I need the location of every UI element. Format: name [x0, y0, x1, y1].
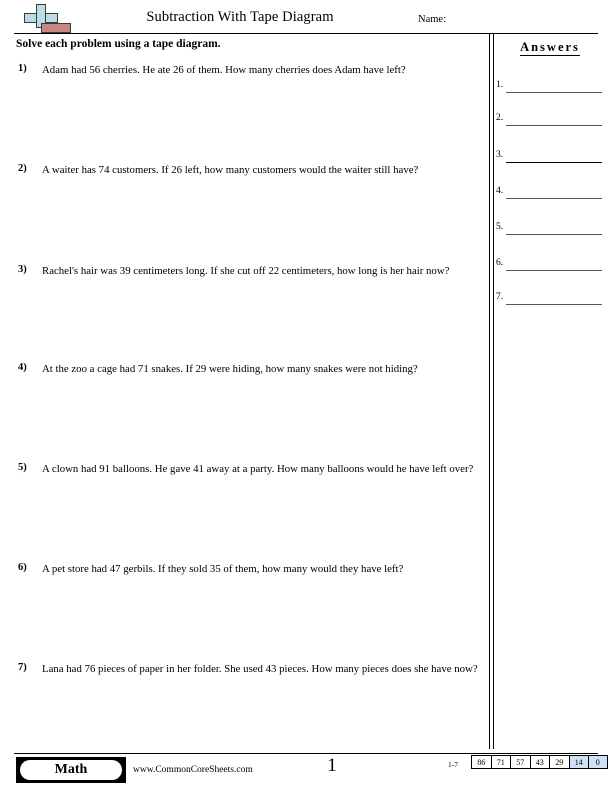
- answer-number: 1.: [496, 80, 504, 90]
- answer-row[interactable]: [494, 80, 606, 96]
- problem-text: At the zoo a cage had 71 snakes. If 29 were hiding, how many snakes were not hiding?: [42, 363, 418, 375]
- problem-text: Rachel's hair was 39 centimeters long. If she cut off 22 centimeters, how long is her hair now?: [42, 265, 450, 277]
- score-box: 0: [588, 755, 608, 769]
- answers-heading: [494, 40, 606, 55]
- answers-heading-text: Answers: [520, 40, 580, 54]
- answer-row[interactable]: [494, 258, 606, 274]
- problem-number: 6): [18, 562, 27, 573]
- answer-number: 4.: [496, 186, 504, 196]
- answer-number: 3.: [496, 150, 504, 160]
- score-box: 71: [491, 755, 511, 769]
- answers-column: [494, 33, 612, 749]
- worksheet-footer: [0, 753, 612, 792]
- page-title: Subtraction With Tape Diagram: [146, 9, 334, 25]
- answer-number: 5.: [496, 222, 504, 232]
- answer-row[interactable]: [494, 222, 606, 238]
- score-box: 57: [510, 755, 530, 769]
- answer-number: 7.: [496, 292, 504, 302]
- subject-badge: [16, 757, 126, 783]
- score-box: 29: [549, 755, 569, 769]
- score-box: 43: [530, 755, 550, 769]
- problem-text: Lana had 76 pieces of paper in her folder. She used 43 pieces. How many pieces does she have now?: [42, 663, 478, 675]
- score-box: 14: [569, 755, 589, 769]
- problem-text: A pet store had 47 gerbils. If they sold 35 of them, how many would they have left?: [42, 563, 404, 575]
- answer-blank-line[interactable]: [506, 198, 602, 199]
- site-url: www.CommonCoreSheets.com: [133, 765, 253, 775]
- answer-blank-line[interactable]: [506, 270, 602, 271]
- subject-badge-label: Math: [20, 760, 122, 780]
- answer-row[interactable]: [494, 186, 606, 202]
- divider-line-left: [489, 33, 490, 749]
- instruction-text: Solve each problem using a tape diagram.: [16, 38, 221, 50]
- name-label: Name:: [418, 14, 446, 25]
- problem-text: A clown had 91 balloons. He gave 41 away at a party. How many balloons would he have left over?: [42, 463, 474, 475]
- answer-row[interactable]: [494, 113, 606, 129]
- answer-blank-line[interactable]: [506, 162, 602, 163]
- problem-number: 5): [18, 462, 27, 473]
- page-number: 1: [327, 755, 337, 776]
- answer-number: 2.: [496, 113, 504, 123]
- problem-number: 2): [18, 163, 27, 174]
- problem-text: Adam had 56 cherries. He ate 26 of them. How many cherries does Adam have left?: [42, 64, 406, 76]
- problem-number: 7): [18, 662, 27, 673]
- score-box: 86: [471, 755, 491, 769]
- problem-text: A waiter has 74 customers. If 26 left, how many customers would the waiter still have?: [42, 164, 419, 176]
- problem-number: 1): [18, 63, 27, 74]
- answer-blank-line[interactable]: [506, 304, 602, 305]
- answer-blank-line[interactable]: [506, 125, 602, 126]
- answer-row[interactable]: [494, 150, 606, 166]
- answer-row[interactable]: [494, 292, 606, 308]
- answer-number: 6.: [496, 258, 504, 268]
- problem-number: 4): [18, 362, 27, 373]
- problem-number: 3): [18, 264, 27, 275]
- answer-blank-line[interactable]: [506, 234, 602, 235]
- answer-blank-line[interactable]: [506, 92, 602, 93]
- score-range-label: 1-7: [448, 760, 458, 769]
- score-scale: [471, 755, 608, 769]
